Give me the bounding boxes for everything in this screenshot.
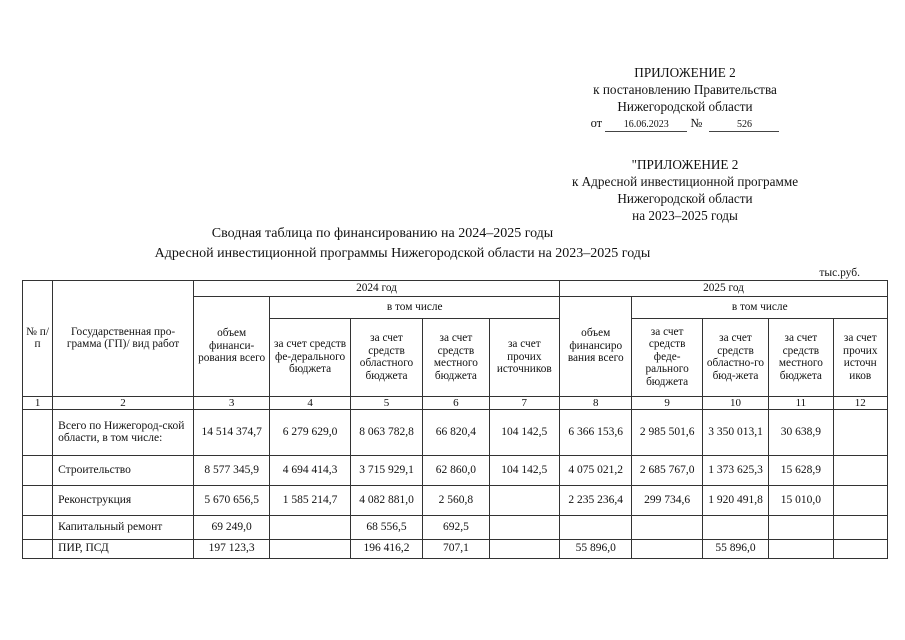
table-cell: 15 628,9 <box>769 455 833 485</box>
row-label: Строительство <box>53 455 194 485</box>
table-body <box>23 409 888 558</box>
table-cell: 692,5 <box>423 515 489 539</box>
document-subtitle: Адресной инвестиционной программы Нижегородской области на 2023–2025 годы <box>154 246 651 261</box>
row-label: ПИР, ПСД <box>53 539 194 558</box>
number-label: № <box>690 116 703 130</box>
number-value: 526 <box>709 119 779 132</box>
unit-label: тыс.руб. <box>819 267 860 279</box>
table-cell: 299 734,6 <box>632 485 702 515</box>
table-cell: 2 560,8 <box>423 485 489 515</box>
column-number: 3 <box>193 396 269 409</box>
table-cell: 196 416,2 <box>350 539 422 558</box>
header-2024-including: в том числе <box>270 296 560 318</box>
table-cell <box>833 515 887 539</box>
table-cell: 69 249,0 <box>193 515 269 539</box>
annex-header <box>560 64 810 132</box>
table-cell <box>270 539 350 558</box>
table-cell: 2 985 501,6 <box>632 409 702 455</box>
header-2024-local: за счет средств местного бюджета <box>423 318 489 396</box>
program-annex-line: на 2023–2025 годы <box>632 208 738 223</box>
table-cell <box>833 485 887 515</box>
column-number: 4 <box>270 396 350 409</box>
table-cell <box>702 515 768 539</box>
header-2024-total: объем финанси-рования всего <box>193 296 269 396</box>
program-annex-line: Нижегородской области <box>617 191 753 206</box>
header-year-2025: 2025 год <box>560 281 888 297</box>
table-cell: 30 638,9 <box>769 409 833 455</box>
table-cell: 1 920 491,8 <box>702 485 768 515</box>
table-cell <box>833 455 887 485</box>
table-cell: 707,1 <box>423 539 489 558</box>
header-2025-other: за счет прочих источн иков <box>833 318 887 396</box>
row-design <box>23 539 888 558</box>
header-2024-federal: за счет средств фе-дерального бюджета <box>270 318 350 396</box>
table-cell: 2 235 236,4 <box>560 485 632 515</box>
table-cell: 15 010,0 <box>769 485 833 515</box>
header-2025-federal: за счет средств феде-рального бюджета <box>632 318 702 396</box>
column-number: 2 <box>53 396 194 409</box>
table-cell: 2 685 767,0 <box>632 455 702 485</box>
row-total <box>23 409 888 455</box>
table-cell <box>23 515 53 539</box>
table-cell <box>489 485 559 515</box>
column-number: 7 <box>489 396 559 409</box>
column-number: 11 <box>769 396 833 409</box>
table-cell: 6 279 629,0 <box>270 409 350 455</box>
table-cell: 4 075 021,2 <box>560 455 632 485</box>
table-cell: 62 860,0 <box>423 455 489 485</box>
column-number: 6 <box>423 396 489 409</box>
column-number: 12 <box>833 396 887 409</box>
table-cell: 104 142,5 <box>489 455 559 485</box>
date-line <box>560 115 810 132</box>
table-cell: 3 715 929,1 <box>350 455 422 485</box>
program-annex-line: к Адресной инвестиционной программе <box>571 174 799 189</box>
column-number: 9 <box>632 396 702 409</box>
table-cell: 14 514 374,7 <box>193 409 269 455</box>
header-2025-total: объем финансиро вания всего <box>560 296 632 396</box>
header-year-2024: 2024 год <box>193 281 559 297</box>
table-cell: 1 373 625,3 <box>702 455 768 485</box>
table-cell: 3 350 013,1 <box>702 409 768 455</box>
table-cell: 55 896,0 <box>702 539 768 558</box>
table-cell: 8 063 782,8 <box>350 409 422 455</box>
column-number: 5 <box>350 396 422 409</box>
table-cell: 68 556,5 <box>350 515 422 539</box>
header-2024-regional: за счет средств областного бюджета <box>350 318 422 396</box>
table-cell: 104 142,5 <box>489 409 559 455</box>
table-cell: 4 694 414,3 <box>270 455 350 485</box>
table-cell <box>23 485 53 515</box>
table-cell: 6 366 153,6 <box>560 409 632 455</box>
document-title: Сводная таблица по финансированию на 2024–2025 годы <box>211 226 554 241</box>
table-cell <box>833 539 887 558</box>
row-label: Всего по Нижегород-ской области, в том числе: <box>53 409 194 455</box>
table-cell <box>632 539 702 558</box>
column-number: 1 <box>23 396 53 409</box>
table-cell <box>833 409 887 455</box>
header-num: № п/п <box>23 281 53 397</box>
table-cell: 4 082 881,0 <box>350 485 422 515</box>
header-program: Государственная про-грамма (ГП)/ вид работ <box>53 281 194 397</box>
annex-line: Нижегородской области <box>617 99 753 114</box>
table-cell <box>23 455 53 485</box>
program-annex-header <box>540 156 830 224</box>
table-cell <box>23 409 53 455</box>
table-cell: 197 123,3 <box>193 539 269 558</box>
table-cell <box>489 539 559 558</box>
table-cell <box>560 515 632 539</box>
table-cell: 66 820,4 <box>423 409 489 455</box>
annex-title: ПРИЛОЖЕНИЕ 2 <box>634 65 736 80</box>
annex-line: к постановлению Правительства <box>593 82 777 97</box>
column-number: 8 <box>560 396 632 409</box>
program-annex-title: "ПРИЛОЖЕНИЕ 2 <box>631 157 739 172</box>
table-cell: 1 585 214,7 <box>270 485 350 515</box>
table-cell <box>489 515 559 539</box>
from-label: от <box>590 116 603 130</box>
row-construction <box>23 455 888 485</box>
row-capital-repair <box>23 515 888 539</box>
row-label: Реконструкция <box>53 485 194 515</box>
row-reconstruction <box>23 485 888 515</box>
row-label: Капитальный ремонт <box>53 515 194 539</box>
table-cell: 5 670 656,5 <box>193 485 269 515</box>
header-2025-regional: за счет средств областно-го бюд-жета <box>702 318 768 396</box>
header-2024-other: за счет прочих источников <box>489 318 559 396</box>
table-cell: 55 896,0 <box>560 539 632 558</box>
header-2025-local: за счет средств местного бюджета <box>769 318 833 396</box>
table-cell <box>270 515 350 539</box>
table-cell <box>769 539 833 558</box>
financing-table <box>22 280 888 559</box>
table-cell <box>769 515 833 539</box>
date-value: 16.06.2023 <box>605 119 687 132</box>
column-number: 10 <box>702 396 768 409</box>
table-cell: 8 577 345,9 <box>193 455 269 485</box>
table-cell <box>632 515 702 539</box>
header-2025-including: в том числе <box>632 296 888 318</box>
table-cell <box>23 539 53 558</box>
